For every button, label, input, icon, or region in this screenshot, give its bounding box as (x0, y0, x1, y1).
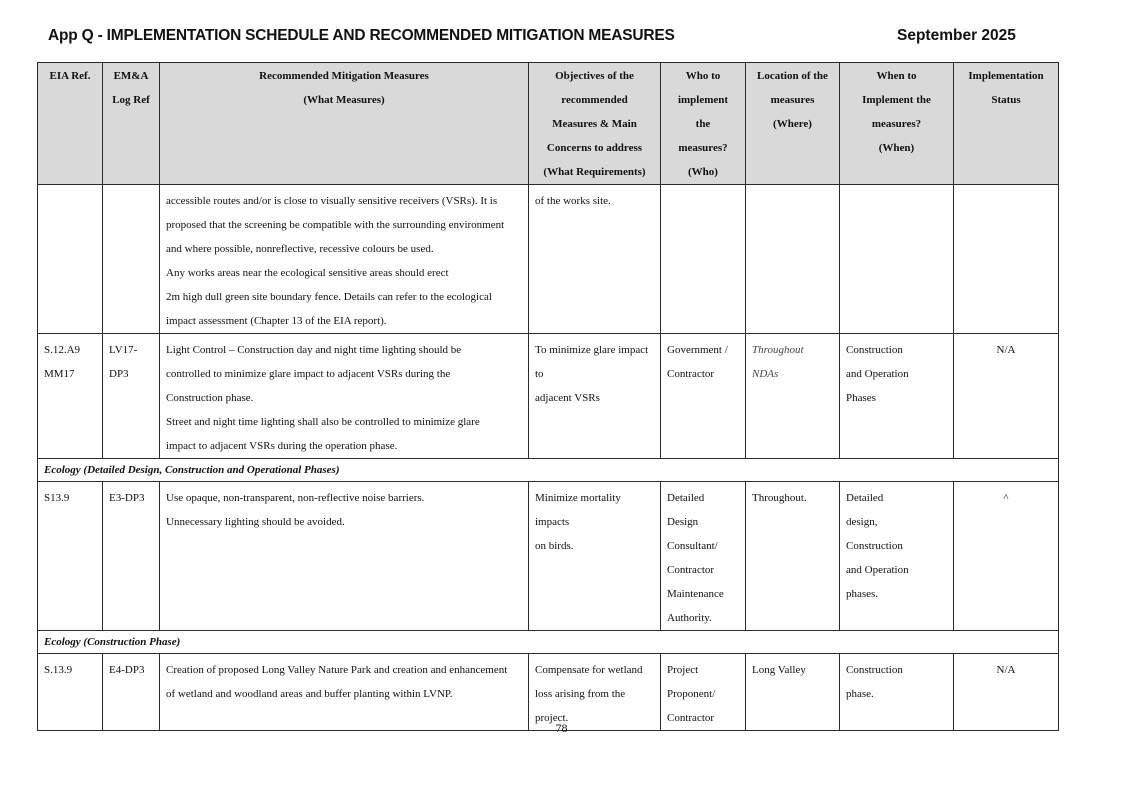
cell-line: (When) (878, 142, 915, 154)
cell-line: Compensate for wetland (535, 664, 643, 676)
cell-line: LV17- (109, 344, 138, 356)
table-header-row (38, 63, 1059, 185)
cell-line: measures? (871, 118, 922, 130)
cell-line: Implementation (968, 70, 1044, 82)
cell-who (661, 654, 746, 731)
cell-line: Concerns to address (546, 142, 643, 154)
cell-line: Government / (667, 344, 728, 356)
cell-line: accessible routes and/or is close to visually sensitive receivers (VSRs). It is (166, 195, 498, 207)
cell-line: MM17 (44, 368, 75, 380)
cell-line: loss arising from the (535, 688, 626, 700)
cell-line: Objectives of the (555, 70, 634, 82)
cell-objectives (529, 334, 661, 459)
cell-measures (160, 482, 529, 631)
section-row-ecology-detailed-design (38, 459, 1059, 482)
cell-who (661, 185, 746, 334)
cell-line: the (695, 118, 711, 130)
document-date: September 2025 (897, 27, 1016, 44)
cell-line: Long Valley (752, 664, 806, 676)
col-header-who (661, 63, 746, 185)
cell-line: Street and night time lighting shall also be controlled to minimize glare (166, 416, 480, 428)
cell-line: Authority. (667, 612, 712, 624)
cell-line: of wetland and woodland areas and buffer planting within LVNP. (166, 688, 453, 700)
cell-line: Consultant/ (667, 540, 718, 552)
cell-line: Use opaque, non-transparent, non-reflective noise barriers. (166, 492, 425, 504)
cell-log-ref (103, 185, 160, 334)
cell-when (840, 482, 954, 631)
cell-eia-ref (38, 482, 103, 631)
cell-line: Throughout (752, 344, 804, 356)
cell-line: Contractor (667, 712, 715, 724)
col-header-when (840, 63, 954, 185)
cell-line: Proponent/ (667, 688, 716, 700)
cell-line: Log Ref (112, 94, 150, 106)
table-row (38, 654, 1059, 731)
cell-line: adjacent VSRs (535, 392, 600, 404)
col-header-objectives (529, 63, 661, 185)
cell-line: Throughout. (752, 492, 807, 504)
cell-eia-ref (38, 334, 103, 459)
cell-line: design, (846, 516, 878, 528)
cell-line: Light Control – Construction day and night time lighting should be (166, 344, 462, 356)
cell-line: N/A (996, 664, 1016, 676)
cell-line: Who to (685, 70, 721, 82)
cell-line: and where possible, nonreflective, recessive colours be used. (166, 243, 434, 255)
cell-line: phase. (846, 688, 874, 700)
cell-line: recommended (561, 94, 628, 106)
cell-objectives (529, 654, 661, 731)
cell-line: proposed that the screening be compatible with the surrounding environment (166, 219, 505, 231)
col-header-eia-ref (38, 63, 103, 185)
cell-line: Detailed (846, 492, 884, 504)
cell-line: N/A (996, 344, 1016, 356)
section-heading: Ecology (Detailed Design, Construction and Operational Phases) (38, 459, 1059, 482)
cell-line: Construction (846, 344, 903, 356)
cell-line: Location of the (757, 70, 828, 82)
cell-line: S.13.9 (44, 664, 73, 676)
cell-line: Status (991, 94, 1021, 106)
cell-who (661, 482, 746, 631)
cell-line: Phases (846, 392, 876, 404)
cell-line: controlled to minimize glare impact to adjacent VSRs during the (166, 368, 451, 380)
cell-measures (160, 654, 529, 731)
table-row (38, 482, 1059, 631)
cell-status (954, 654, 1059, 731)
cell-line: measures? (678, 142, 728, 154)
cell-when (840, 654, 954, 731)
cell-when (840, 334, 954, 459)
cell-line: (What Measures) (303, 94, 385, 106)
col-header-status (954, 63, 1059, 185)
cell-objectives (529, 482, 661, 631)
cell-line: ^ (1003, 492, 1009, 504)
cell-line: EM&A (113, 70, 149, 82)
cell-eia-ref (38, 185, 103, 334)
cell-line: and Operation (846, 368, 909, 380)
cell-measures (160, 334, 529, 459)
cell-line: Construction (846, 540, 903, 552)
col-header-log-ref (103, 63, 160, 185)
cell-line: measures (770, 94, 815, 106)
col-header-measures (160, 63, 529, 185)
cell-line: S13.9 (44, 492, 70, 504)
cell-status (954, 185, 1059, 334)
cell-line: of the works site. (535, 195, 611, 207)
cell-line: (Where) (773, 118, 812, 130)
cell-line: Project (667, 664, 699, 676)
cell-line: Creation of proposed Long Valley Nature Park and creation and enhancement (166, 664, 508, 676)
section-heading: Ecology (Construction Phase) (38, 631, 1059, 654)
cell-line: E3-DP3 (109, 492, 145, 504)
mitigation-schedule-table (37, 62, 1059, 731)
cell-line: Maintenance (667, 588, 724, 600)
cell-line: Recommended Mitigation Measures (259, 70, 429, 82)
cell-line: phases. (846, 588, 879, 600)
document-title: App Q - IMPLEMENTATION SCHEDULE AND RECOMMENDED MITIGATION MEASURES (48, 27, 675, 44)
cell-line: E4-DP3 (109, 664, 145, 676)
cell-line: Construction (846, 664, 903, 676)
cell-line: (What Requirements) (543, 166, 646, 178)
cell-line: Contractor (667, 564, 715, 576)
col-header-where (746, 63, 840, 185)
cell-line: Construction phase. (166, 392, 254, 404)
cell-line: impact to adjacent VSRs during the operation phase. (166, 440, 398, 452)
cell-log-ref (103, 482, 160, 631)
cell-line: implement (677, 94, 729, 106)
cell-log-ref (103, 334, 160, 459)
section-row-ecology-construction (38, 631, 1059, 654)
cell-line: 2m high dull green site boundary fence. Details can refer to the ecological (166, 291, 492, 303)
cell-when (840, 185, 954, 334)
cell-line: Design (667, 516, 699, 528)
cell-line: impact assessment (Chapter 13 of the EIA report). (166, 315, 387, 327)
cell-line: DP3 (109, 368, 129, 380)
cell-line: When to (876, 70, 917, 82)
cell-line: and Operation (846, 564, 909, 576)
cell-line: Implement the (862, 94, 931, 106)
cell-measures (160, 185, 529, 334)
cell-who (661, 334, 746, 459)
cell-where (746, 654, 840, 731)
cell-line: NDAs (752, 368, 779, 380)
cell-line: To minimize glare impact (535, 344, 649, 356)
cell-line: EIA Ref. (49, 70, 91, 82)
cell-status (954, 334, 1059, 459)
cell-line: Any works areas near the ecological sensitive areas should erect (166, 267, 449, 279)
cell-eia-ref (38, 654, 103, 731)
cell-where (746, 185, 840, 334)
cell-line: to (535, 368, 544, 380)
cell-line: Detailed (667, 492, 705, 504)
cell-where (746, 334, 840, 459)
cell-line: on birds. (535, 540, 574, 552)
cell-line: (Who) (688, 166, 718, 178)
cell-line: project. (535, 712, 569, 724)
table-row (38, 334, 1059, 459)
cell-status (954, 482, 1059, 631)
page-number: 78 (555, 721, 568, 735)
cell-objectives (529, 185, 661, 334)
cell-line: Measures & Main (552, 118, 637, 130)
table-row (38, 185, 1059, 334)
cell-line: Unnecessary lighting should be avoided. (166, 516, 345, 528)
cell-line: S.12.A9 (44, 344, 81, 356)
cell-line: Minimize mortality (535, 492, 621, 504)
cell-where (746, 482, 840, 631)
cell-line: impacts (535, 516, 570, 528)
cell-line: Contractor (667, 368, 715, 380)
cell-log-ref (103, 654, 160, 731)
